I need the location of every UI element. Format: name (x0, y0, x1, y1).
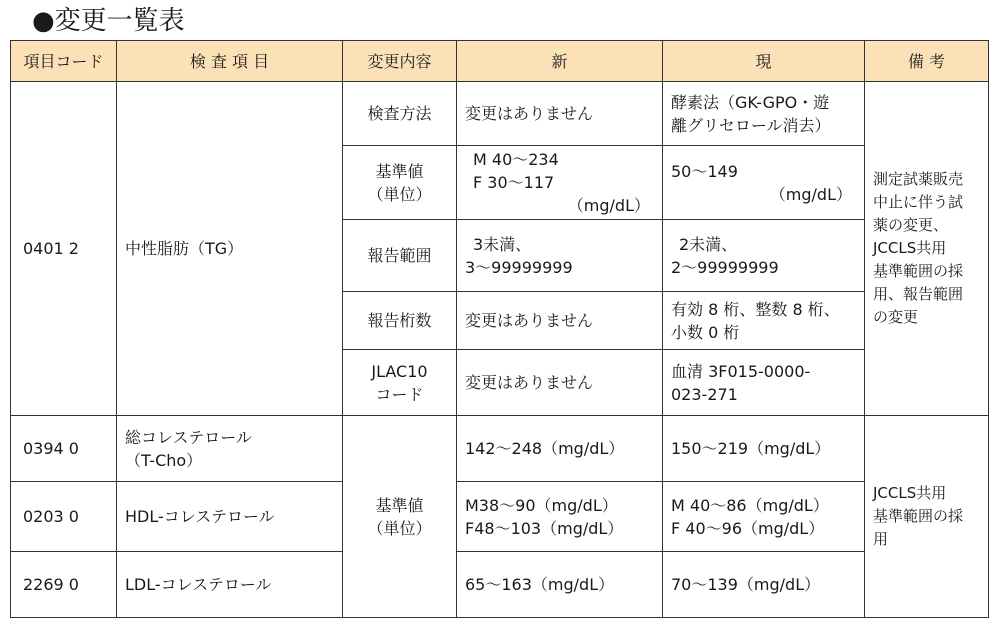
remark-line: 中止に伴う試 (873, 193, 964, 211)
change-list-table (10, 40, 989, 618)
table-row (11, 82, 989, 146)
tg-item: 中性脂肪（TG） (117, 82, 343, 416)
new-value: F 30～117 (473, 173, 555, 192)
change-label: 検査方法 (367, 104, 432, 123)
tg-new-0 (457, 82, 663, 146)
change-label: 報告桁数 (367, 311, 432, 330)
tg-change-3 (343, 292, 457, 350)
page-title: ●変更一覧表 (32, 6, 185, 36)
tg-new-4 (457, 350, 663, 416)
chol-item-0 (117, 416, 343, 482)
table-row (11, 552, 989, 618)
tg-change-1 (343, 146, 457, 220)
table-header-row (11, 41, 989, 82)
table-row (11, 416, 989, 482)
chol-new-2 (457, 552, 663, 618)
current-value: 血清 3F015-0000- (671, 361, 811, 381)
chol-current-1 (663, 482, 865, 552)
chol-item-2 (117, 552, 343, 618)
remark-line: の変更 (873, 308, 919, 326)
new-value: M 40～234 (473, 150, 559, 169)
current-value: 2～99999999 (671, 257, 779, 277)
tg-new-1 (457, 146, 663, 220)
new-value: 3～99999999 (465, 257, 573, 277)
change-label: 基準値 (375, 495, 424, 515)
remark-line: 薬の変更、 (873, 216, 949, 234)
chol-item-1 (117, 482, 343, 552)
chol-code-1: 0203 0 (11, 482, 117, 552)
new-value: 変更はありません (465, 104, 594, 123)
tg-change-2 (343, 220, 457, 292)
tg-remarks (865, 82, 989, 416)
new-value: 65～163（mg/dL） (465, 575, 615, 594)
table-row (11, 482, 989, 552)
tg-code: 0401 2 (11, 82, 117, 416)
change-label: 報告範囲 (367, 246, 432, 265)
new-value: 変更はありません (465, 373, 594, 392)
current-value: 150～219（mg/dL） (671, 439, 831, 458)
change-label: （単位） (367, 518, 432, 538)
remark-line: JCCLS共用 (873, 239, 947, 257)
new-value: 3未満、 (473, 234, 532, 254)
current-value: F 40～96（mg/dL） (671, 518, 825, 538)
remark-line: 用 (873, 530, 889, 548)
remark-line: 用、報告範囲 (873, 285, 964, 303)
remark-line: 基準範囲の採 (873, 262, 964, 280)
item-name: （T-Cho） (125, 450, 203, 470)
current-unit: （mg/dL） (769, 184, 852, 204)
current-value: 2未満、 (679, 234, 738, 254)
header-new: 新 (457, 41, 663, 82)
current-value: 有効 8 桁、整数 8 桁、 (671, 299, 840, 319)
tg-current-1 (663, 146, 865, 220)
item-name: HDL-コレステロール (125, 507, 275, 526)
header-change: 変更内容 (343, 41, 457, 82)
chol-change (343, 416, 457, 618)
new-value: M38～90（mg/dL） (465, 495, 618, 515)
tg-current-0 (663, 82, 865, 146)
chol-code-0: 0394 0 (11, 416, 117, 482)
change-label: JLAC10 (371, 361, 428, 381)
tg-new-3 (457, 292, 663, 350)
chol-code-2: 2269 0 (11, 552, 117, 618)
current-value: 70～139（mg/dL） (671, 575, 821, 594)
chol-current-0 (663, 416, 865, 482)
current-value: M 40～86（mg/dL） (671, 495, 829, 515)
current-value: 50～149 (671, 161, 738, 181)
header-item: 検 査 項 目 (117, 41, 343, 82)
current-value: 023-271 (671, 384, 738, 404)
tg-change-0 (343, 82, 457, 146)
change-label: 基準値 (375, 161, 424, 181)
chol-new-0 (457, 416, 663, 482)
tg-current-2 (663, 220, 865, 292)
item-name: LDL-コレステロール (125, 575, 272, 594)
header-code: 項目コード (11, 41, 117, 82)
header-remarks: 備 考 (865, 41, 989, 82)
new-unit: （mg/dL） (567, 196, 650, 215)
remark-line: JCCLS共用 (873, 484, 947, 502)
item-name: 総コレステロール (125, 427, 252, 447)
tg-change-4 (343, 350, 457, 416)
tg-current-3 (663, 292, 865, 350)
tg-new-2 (457, 220, 663, 292)
chol-remarks (865, 416, 989, 618)
remark-line: 基準範囲の採 (873, 507, 964, 525)
chol-new-1 (457, 482, 663, 552)
tg-current-4 (663, 350, 865, 416)
new-value: 変更はありません (465, 311, 594, 330)
change-label: （単位） (367, 184, 432, 204)
current-value: 酵素法（GK-GPO・遊 (671, 92, 830, 112)
remark-line: 測定試薬販売 (873, 170, 964, 188)
header-current: 現 (663, 41, 865, 82)
current-value: 離グリセロール消去） (671, 115, 831, 135)
new-value: F48～103（mg/dL） (465, 518, 624, 538)
change-label: コード (375, 384, 424, 404)
current-value: 小数 0 桁 (671, 322, 740, 342)
chol-current-2 (663, 552, 865, 618)
new-value: 142～248（mg/dL） (465, 439, 625, 458)
